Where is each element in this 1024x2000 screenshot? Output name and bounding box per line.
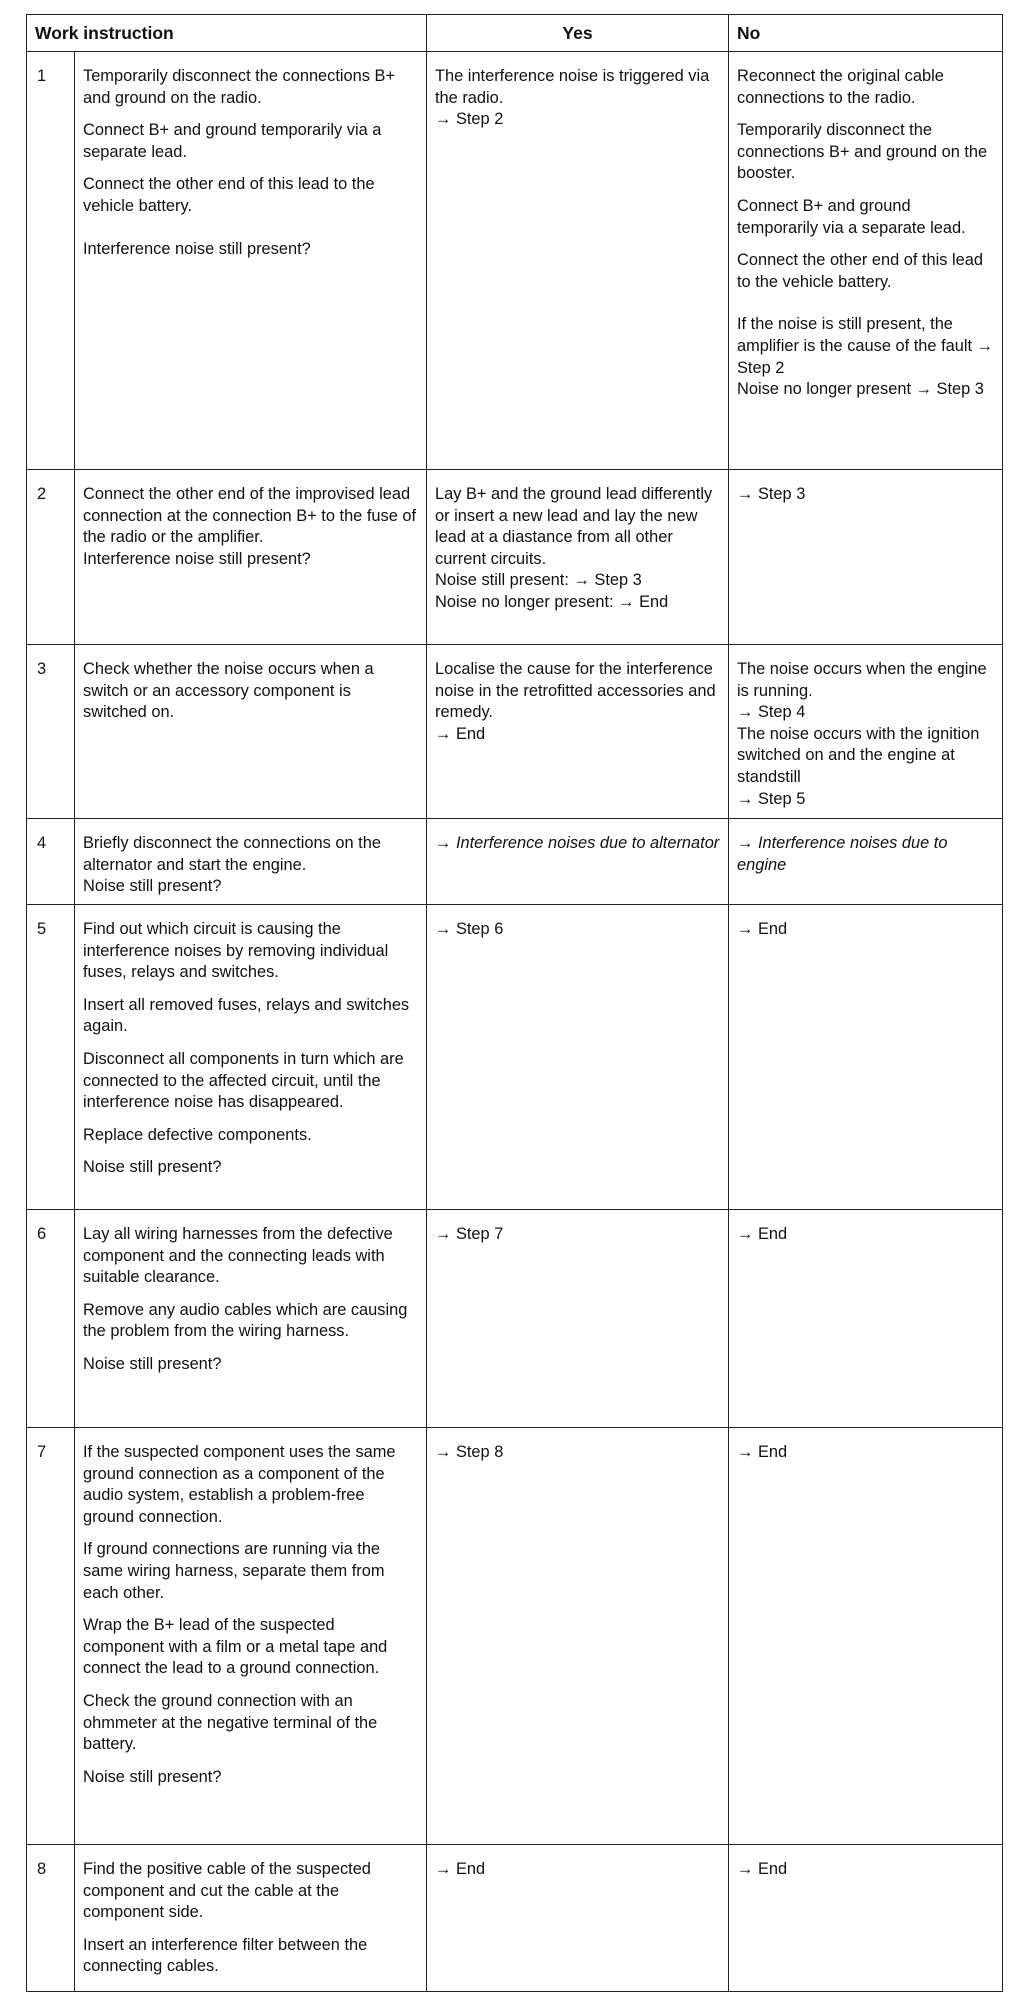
yes-text: → End	[435, 1860, 486, 1878]
instruction-text: Check whether the noise occurs when a switch or an accessory component is switched on.	[83, 660, 374, 722]
step-number: 7	[27, 1428, 75, 1845]
header-yes: Yes	[427, 15, 729, 52]
instruction-cell	[75, 1845, 427, 1992]
no-text: If the noise is still present, the amplifier is the cause of the fault → Step 2	[737, 315, 993, 377]
header-work-instruction: Work instruction	[27, 15, 427, 52]
step-number: 5	[27, 905, 75, 1210]
table-row	[27, 52, 1003, 470]
instruction-cell	[75, 645, 427, 819]
no-cell	[729, 819, 1003, 905]
no-text: → End	[737, 1443, 788, 1461]
step-number: 6	[27, 1210, 75, 1428]
instruction-cell	[75, 470, 427, 645]
no-text: → Step 3	[737, 485, 806, 503]
work-instruction-table	[26, 14, 1003, 1992]
instruction-text: Remove any audio cables which are causing the problem from the wiring harness.	[83, 1300, 408, 1341]
no-text: Noise no longer present → Step 3	[737, 380, 984, 399]
yes-cell	[427, 905, 729, 1210]
step-number: 4	[27, 819, 75, 905]
instruction-cell	[75, 819, 427, 905]
yes-cell	[427, 819, 729, 905]
instruction-text: Disconnect all components in turn which are connected to the affected circuit, until the interference noise has disappeared.	[83, 1049, 404, 1112]
instruction-text: Wrap the B+ lead of the suspected component with a film or a metal tape and connect the lead to a ground connection.	[83, 1616, 388, 1678]
table-row	[27, 905, 1003, 1210]
header-no: No	[729, 15, 1003, 52]
table-row	[27, 1845, 1003, 1992]
instruction-text: Lay all wiring harnesses from the defective component and the connecting leads with suitable clearance.	[83, 1225, 393, 1287]
instruction-text: Noise still present?	[83, 877, 222, 896]
no-text: Reconnect the original cable connections to the radio.	[737, 67, 944, 107]
yes-cell	[427, 1210, 729, 1428]
no-cell	[729, 52, 1003, 470]
no-cell	[729, 645, 1003, 819]
yes-cell	[427, 52, 729, 470]
table-row	[27, 645, 1003, 819]
no-text: Connect the other end of this lead to the vehicle battery.	[737, 251, 984, 291]
yes-text: → Interference noises due to alternator	[435, 834, 720, 852]
work-instruction-table-container	[26, 14, 1002, 1992]
no-cell	[729, 905, 1003, 1210]
header-row	[27, 15, 1003, 52]
instruction-text: Noise still present?	[83, 1158, 222, 1177]
no-cell	[729, 470, 1003, 645]
table-row	[27, 1210, 1003, 1428]
no-cell	[729, 1845, 1003, 1992]
instruction-text: Insert an interference filter between the connecting cables.	[83, 1935, 368, 1976]
instruction-cell	[75, 1210, 427, 1428]
yes-text: Noise still present: → Step 3	[435, 571, 642, 590]
yes-cell	[427, 1428, 729, 1845]
spacer	[737, 304, 994, 314]
instruction-text: Briefly disconnect the connections on the alternator and start the engine.	[83, 834, 381, 874]
no-text: Connect B+ and ground temporarily via a separate lead.	[737, 196, 966, 237]
instruction-text: Connect the other end of the improvised lead connection at the connection B+ to the fuse of the radio or the amplifier.	[83, 485, 417, 547]
yes-cell	[427, 470, 729, 645]
no-text: → Step 4	[737, 703, 806, 722]
table-row	[27, 1428, 1003, 1845]
table-row	[27, 470, 1003, 645]
no-text: → Interference noises due to engine	[737, 834, 948, 874]
instruction-text: Find the positive cable of the suspected component and cut the cable at the component side.	[83, 1860, 371, 1922]
no-text: → Step 5	[737, 789, 806, 808]
yes-text: → Step 8	[435, 1443, 504, 1461]
instruction-text: Check the ground connection with an ohmmeter at the negative terminal of the battery.	[83, 1691, 378, 1754]
no-text: → End	[737, 1860, 788, 1878]
yes-text: Localise the cause for the interference noise in the retrofitted accessories and remedy.	[435, 660, 716, 722]
yes-text: → Step 2	[435, 110, 504, 129]
step-number: 3	[27, 645, 75, 819]
instruction-text: Noise still present?	[83, 1767, 222, 1786]
no-text: Temporarily disconnect the connections B+ and ground on the booster.	[737, 121, 988, 183]
yes-text: → Step 7	[435, 1225, 504, 1243]
instruction-text: Noise still present?	[83, 1354, 222, 1373]
instruction-cell	[75, 905, 427, 1210]
instruction-cell	[75, 1428, 427, 1845]
yes-cell	[427, 645, 729, 819]
instruction-text: Temporarily disconnect the connections B+ and ground on the radio.	[83, 67, 396, 107]
step-number: 1	[27, 52, 75, 470]
no-cell	[729, 1210, 1003, 1428]
yes-text: Noise no longer present: → End	[435, 592, 669, 611]
no-text: The noise occurs with the ignition switched on and the engine at standstill	[737, 724, 980, 786]
instruction-text: Interference noise still present?	[83, 549, 311, 568]
no-text: The noise occurs when the engine is running.	[737, 660, 987, 700]
yes-text: → End	[435, 724, 486, 743]
yes-cell	[427, 1845, 729, 1992]
step-number: 2	[27, 470, 75, 645]
instruction-text: Connect B+ and ground temporarily via a separate lead.	[83, 121, 382, 161]
instruction-text: Insert all removed fuses, relays and switches again.	[83, 995, 410, 1036]
instruction-text: Find out which circuit is causing the interference noises by removing individual fuses, relays and switches.	[83, 920, 389, 982]
instruction-text: If ground connections are running via the same wiring harness, separate them from each other.	[83, 1540, 385, 1602]
instruction-text: Connect the other end of this lead to the vehicle battery.	[83, 175, 375, 215]
no-text: → End	[737, 920, 788, 938]
yes-text: → Step 6	[435, 920, 504, 938]
step-number: 8	[27, 1845, 75, 1992]
yes-text: Lay B+ and the ground lead differently or insert a new lead and lay the new lead at a diastance from all other current circuits.	[435, 485, 713, 568]
spacer	[83, 229, 418, 239]
instruction-text: Replace defective components.	[83, 1125, 312, 1144]
table-row	[27, 819, 1003, 905]
no-cell	[729, 1428, 1003, 1845]
instruction-cell	[75, 52, 427, 470]
instruction-text: Interference noise still present?	[83, 239, 311, 258]
instruction-text: If the suspected component uses the same ground connection as a component of the audio system, establish a problem-free ground connection.	[83, 1443, 396, 1526]
yes-text: The interference noise is triggered via the radio.	[435, 67, 710, 107]
no-text: → End	[737, 1225, 788, 1243]
